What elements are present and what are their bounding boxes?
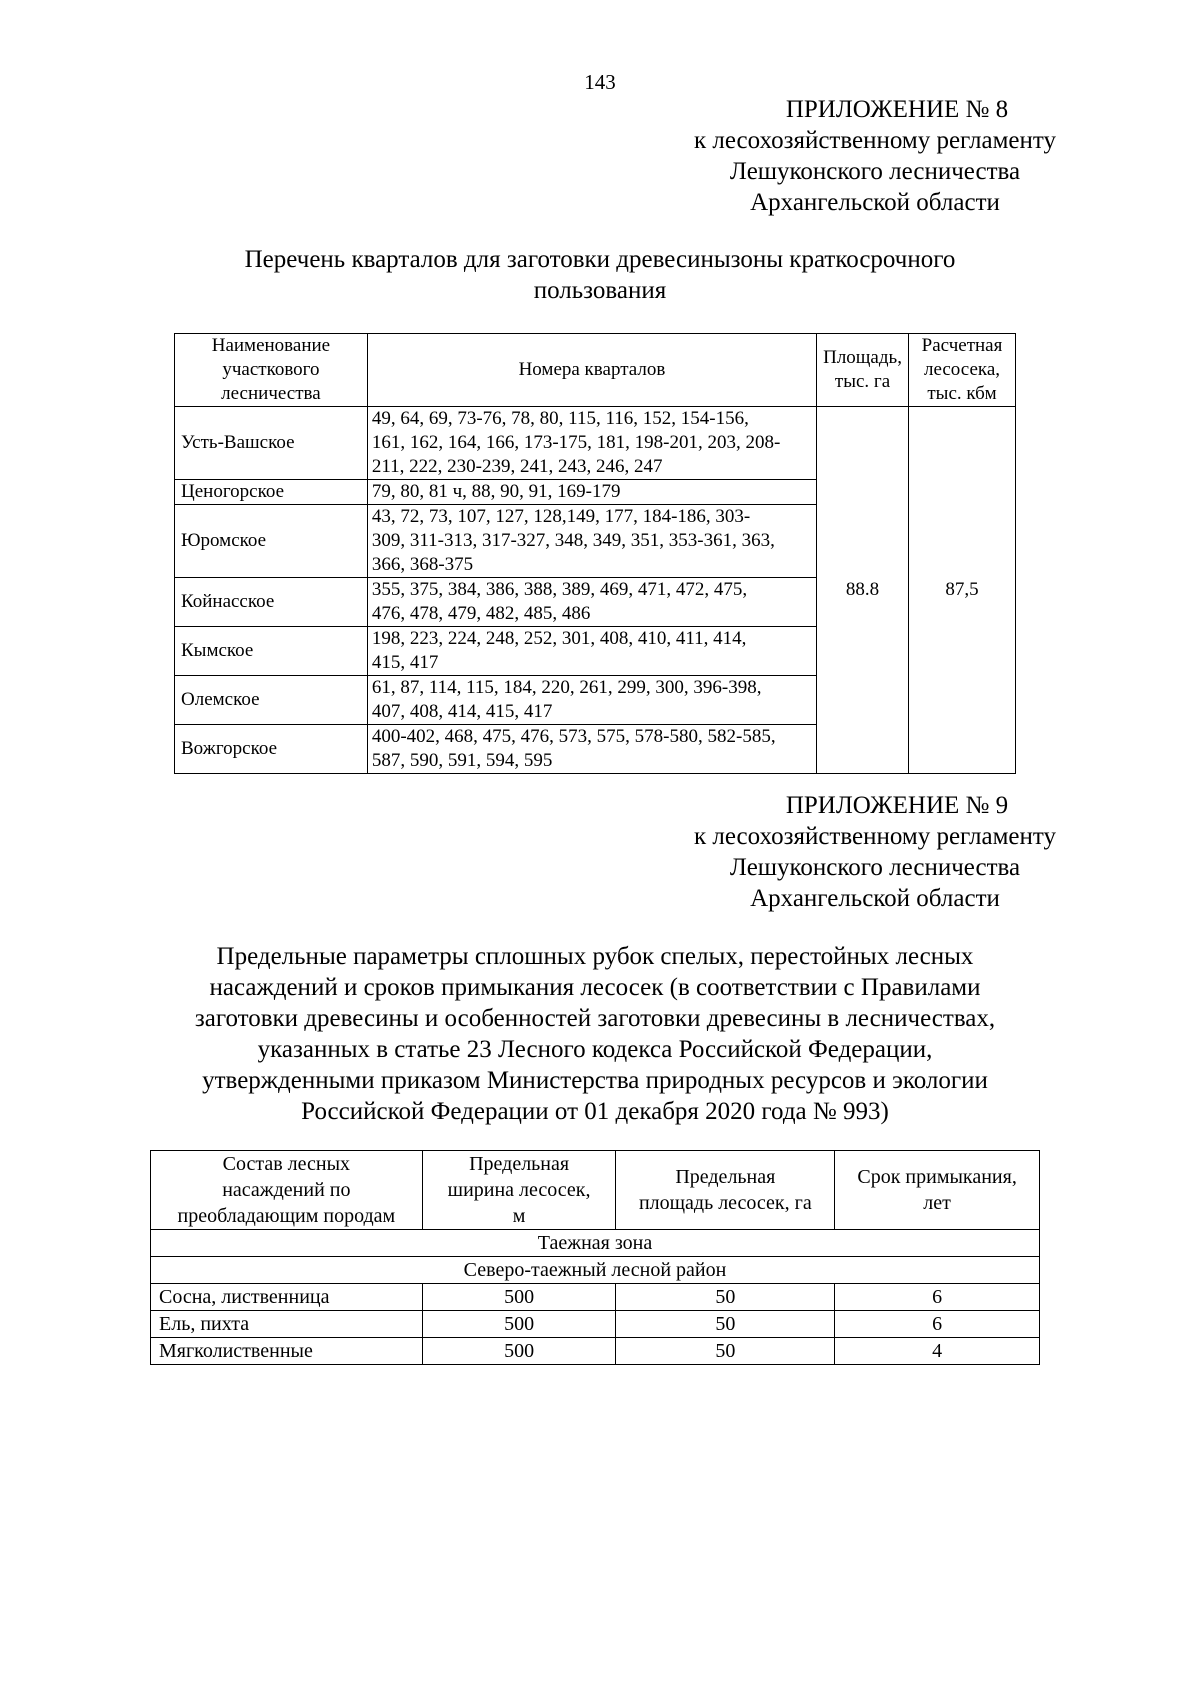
clearcut-table-header <box>151 1151 1040 1230</box>
term-cell: 6 <box>835 1284 1040 1311</box>
header-district-name: Наименование участкового лесничества <box>175 334 368 407</box>
appendix-8-line1: к лесохозяйственному регламенту <box>693 127 1057 154</box>
area-cell: 50 <box>616 1311 835 1338</box>
width-cell: 500 <box>422 1338 616 1365</box>
heading-9-line1: Предельные параметры сплошных рубок спелых, перестойных лесных <box>216 943 974 970</box>
district-name: Койнасское <box>175 578 368 627</box>
quarter-numbers: 400-402, 468, 475, 476, 573, 575, 578-580, 582-585, 587, 590, 591, 594, 595 <box>367 725 816 774</box>
appendix-9-line2: Лешуконского лесничества <box>729 854 1021 881</box>
district-name: Юромское <box>175 505 368 578</box>
heading-9-line5: утвержденными приказом Министерства природных ресурсов и экологии <box>202 1067 988 1094</box>
district-name: Кымское <box>175 627 368 676</box>
appendix-9-heading <box>150 941 1040 1127</box>
district-name: Вожгорское <box>175 725 368 774</box>
appendix-9-header <box>640 790 1110 914</box>
appendix-8-line2: Лешуконского лесничества <box>729 158 1021 185</box>
quarter-numbers: 43, 72, 73, 107, 127, 128,149, 177, 184-186, 303- 309, 311-313, 317-327, 348, 349, 351, 353-361, 363, 366, 368-375 <box>367 505 816 578</box>
district-name: Усть-Вашское <box>175 407 368 480</box>
appendix-8-title: ПРИЛОЖЕНИЕ № 8 <box>785 96 1009 123</box>
appendix-8-line3: Архангельской области <box>750 189 1000 216</box>
table-row <box>175 407 1016 480</box>
species-cell: Мягколиственные <box>151 1338 423 1365</box>
quarter-numbers: 198, 223, 224, 248, 252, 301, 408, 410, 411, 414, 415, 417 <box>367 627 816 676</box>
appendix-9-line3: Архангельской области <box>750 885 1000 912</box>
quarter-numbers: 61, 87, 114, 115, 184, 220, 261, 299, 300, 396-398, 407, 408, 414, 415, 417 <box>367 676 816 725</box>
area-cell: 50 <box>616 1338 835 1365</box>
table-row <box>151 1311 1040 1338</box>
table-row <box>151 1284 1040 1311</box>
quarter-numbers: 79, 80, 81 ч, 88, 90, 91, 169-179 <box>367 480 816 505</box>
width-cell: 500 <box>422 1284 616 1311</box>
clearcut-parameters-table <box>150 1150 1040 1365</box>
district-name: Олемское <box>175 676 368 725</box>
header-quarter-numbers: Номера кварталов <box>367 334 816 407</box>
area-value: 88.8 <box>817 407 909 774</box>
zone-label: Таежная зона <box>151 1230 1040 1257</box>
quarter-numbers: 49, 64, 69, 73-76, 78, 80, 115, 116, 152, 154-156, 161, 162, 164, 166, 173-175, 181, 198-201, 203, 208- 211, 222, 230-239, 241, 243, 246, 247 <box>367 407 816 480</box>
region-row <box>151 1257 1040 1284</box>
species-cell: Сосна, лиственница <box>151 1284 423 1311</box>
term-cell: 4 <box>835 1338 1040 1365</box>
heading-9-line3: заготовки древесины и особенностей заготовки древесины в лесничествах, <box>194 1005 996 1032</box>
header-max-width: Предельная ширина лесосек, м <box>422 1151 616 1230</box>
heading-9-line6: Российской Федерации от 01 декабря 2020 года № 993) <box>301 1098 889 1125</box>
area-cell: 50 <box>616 1284 835 1311</box>
zone-row <box>151 1230 1040 1257</box>
width-cell: 500 <box>422 1311 616 1338</box>
allowable-cut-value: 87,5 <box>909 407 1016 774</box>
page-number: 143 <box>584 70 616 94</box>
header-max-area: Предельная площадь лесосек, га <box>616 1151 835 1230</box>
quarters-table-header <box>175 334 1016 407</box>
quarters-table <box>174 333 1016 774</box>
district-name: Ценогорское <box>175 480 368 505</box>
appendix-9-title: ПРИЛОЖЕНИЕ № 9 <box>785 792 1009 819</box>
table-row <box>151 1338 1040 1365</box>
heading-9-line4: указанных в статье 23 Лесного кодекса Российской Федерации, <box>257 1036 933 1063</box>
heading-8-line2: пользования <box>533 277 667 304</box>
header-composition: Состав лесных насаждений по преобладающим породам <box>151 1151 423 1230</box>
appendix-9-line1: к лесохозяйственному регламенту <box>693 823 1057 850</box>
appendix-8-heading <box>160 244 1040 306</box>
heading-9-line2: насаждений и сроков примыкания лесосек (в соответствии с Правилами <box>209 974 981 1001</box>
quarter-numbers: 355, 375, 384, 386, 388, 389, 469, 471, 472, 475, 476, 478, 479, 482, 485, 486 <box>367 578 816 627</box>
heading-8-line1: Перечень кварталов для заготовки древесинызоны краткосрочного <box>244 246 956 273</box>
term-cell: 6 <box>835 1311 1040 1338</box>
species-cell: Ель, пихта <box>151 1311 423 1338</box>
appendix-8-header <box>640 94 1110 218</box>
header-allowable-cut: Расчетная лесосека, тыс. кбм <box>909 334 1016 407</box>
header-area: Площадь, тыс. га <box>817 334 909 407</box>
header-adjacency-term: Срок примыкания, лет <box>835 1151 1040 1230</box>
region-label: Северо-таежный лесной район <box>151 1257 1040 1284</box>
